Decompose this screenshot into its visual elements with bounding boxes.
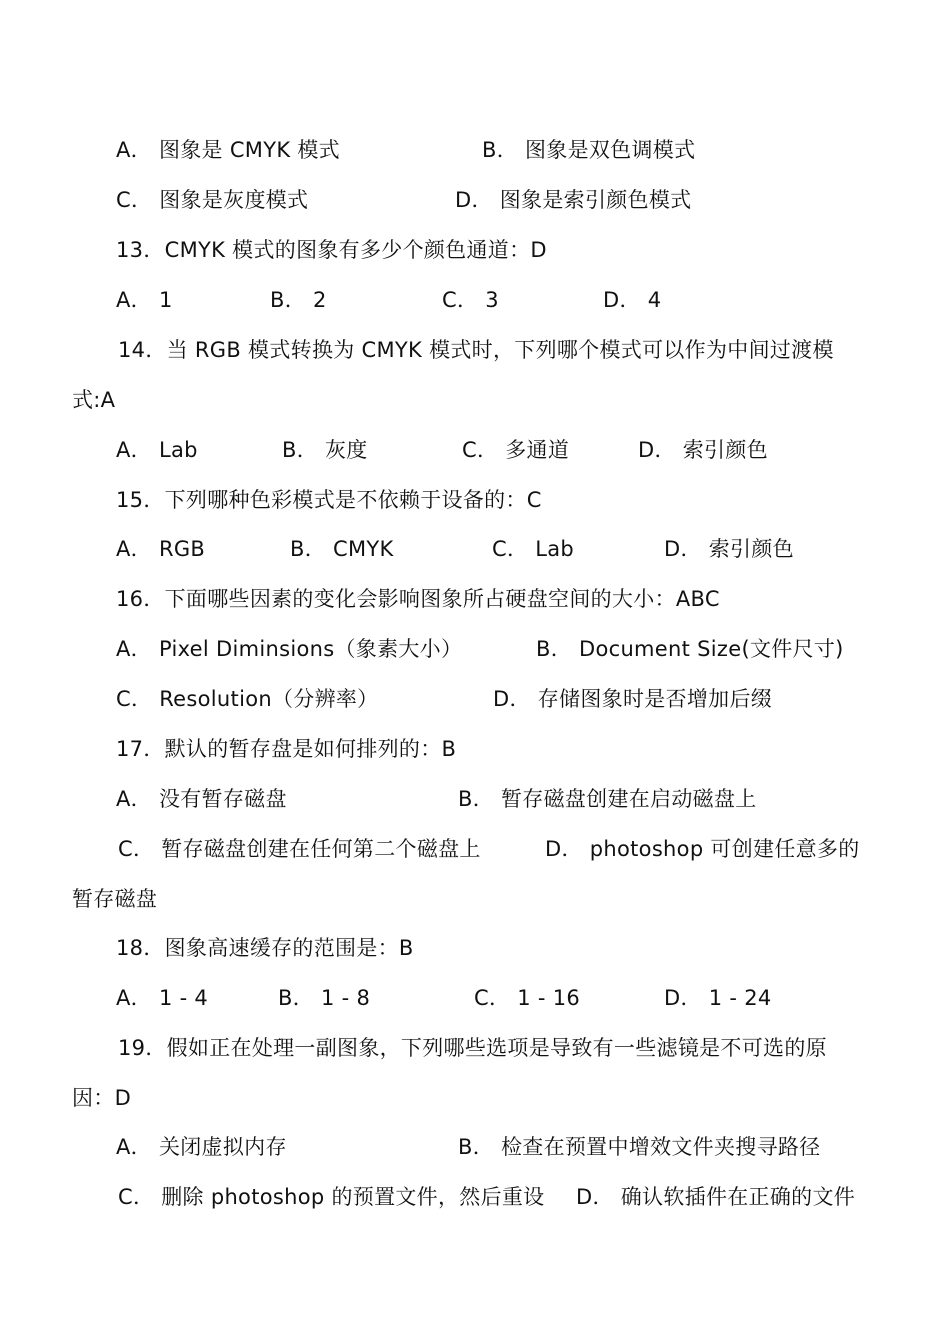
q18-option-d: D． 1 - 24 [664,986,772,1010]
q12-option-c: C． 图象是灰度模式 [116,188,309,212]
q14-option-d: D． 索引颜色 [638,438,768,462]
q18-option-c: C． 1 - 16 [474,986,581,1010]
q16-option-b: B． Document Size(文件尺寸) [536,637,844,661]
q12-option-d: D． 图象是索引颜色模式 [455,188,692,212]
q13-option-c: C． 3 [442,288,499,312]
q18-option-a: A． 1 - 4 [116,986,209,1010]
q19-option-c: C． 删除 photoshop 的预置文件，然后重设 [118,1185,545,1209]
q17-option-b: B． 暂存磁盘创建在启动磁盘上 [458,787,757,811]
q16-option-a: A． Pixel Diminsions（象素大小） [116,637,463,661]
q17-stem: 17．默认的暂存盘是如何排列的：B [116,737,457,761]
q19-stem-line1: 19．假如正在处理一副图象，下列哪些选项是导致有一些滤镜是不可选的原 [118,1036,827,1060]
q16-stem: 16．下面哪些因素的变化会影响图象所占硬盘空间的大小：ABC [116,587,720,611]
q19-option-d: D． 确认软插件在正确的文件 [576,1185,856,1209]
q19-option-a: A． 关闭虚拟内存 [116,1135,287,1159]
q13-option-d: D． 4 [603,288,662,312]
q16-option-c: C． Resolution（分辨率） [116,687,379,711]
q15-option-c: C． Lab [492,537,575,561]
q19-stem-line2: 因：D [72,1086,132,1110]
q14-stem-line2: 式:A [72,388,116,412]
q14-option-b: B． 灰度 [282,438,368,462]
q12-option-b: B． 图象是双色调模式 [482,138,696,162]
q15-stem: 15．下列哪种色彩模式是不依赖于设备的：C [116,488,542,512]
q12-option-a: A． 图象是 CMYK 模式 [116,138,340,162]
q13-option-b: B． 2 [270,288,327,312]
q18-option-b: B． 1 - 8 [278,986,371,1010]
q15-option-a: A． RGB [116,537,206,561]
q17-option-c: C． 暂存磁盘创建在任何第二个磁盘上 [118,837,481,861]
q13-option-a: A． 1 [116,288,173,312]
q14-option-a: A． Lab [116,438,198,462]
q14-option-c: C． 多通道 [462,438,570,462]
q13-stem: 13．CMYK 模式的图象有多少个颜色通道：D [116,238,547,262]
q14-stem-line1: 14．当 RGB 模式转换为 CMYK 模式时，下列哪个模式可以作为中间过渡模 [118,338,834,362]
q18-stem: 18．图象高速缓存的范围是：B [116,936,414,960]
q17-option-a: A． 没有暂存磁盘 [116,787,287,811]
q19-option-b: B． 检查在预置中增效文件夹搜寻路径 [458,1135,821,1159]
q15-option-d: D． 索引颜色 [664,537,794,561]
q17-option-d-line1: D． photoshop 可创建任意多的 [545,837,860,861]
q17-option-d-line2: 暂存磁盘 [72,887,158,911]
q16-option-d: D． 存储图象时是否增加后缀 [493,687,773,711]
q15-option-b: B． CMYK [290,537,394,561]
